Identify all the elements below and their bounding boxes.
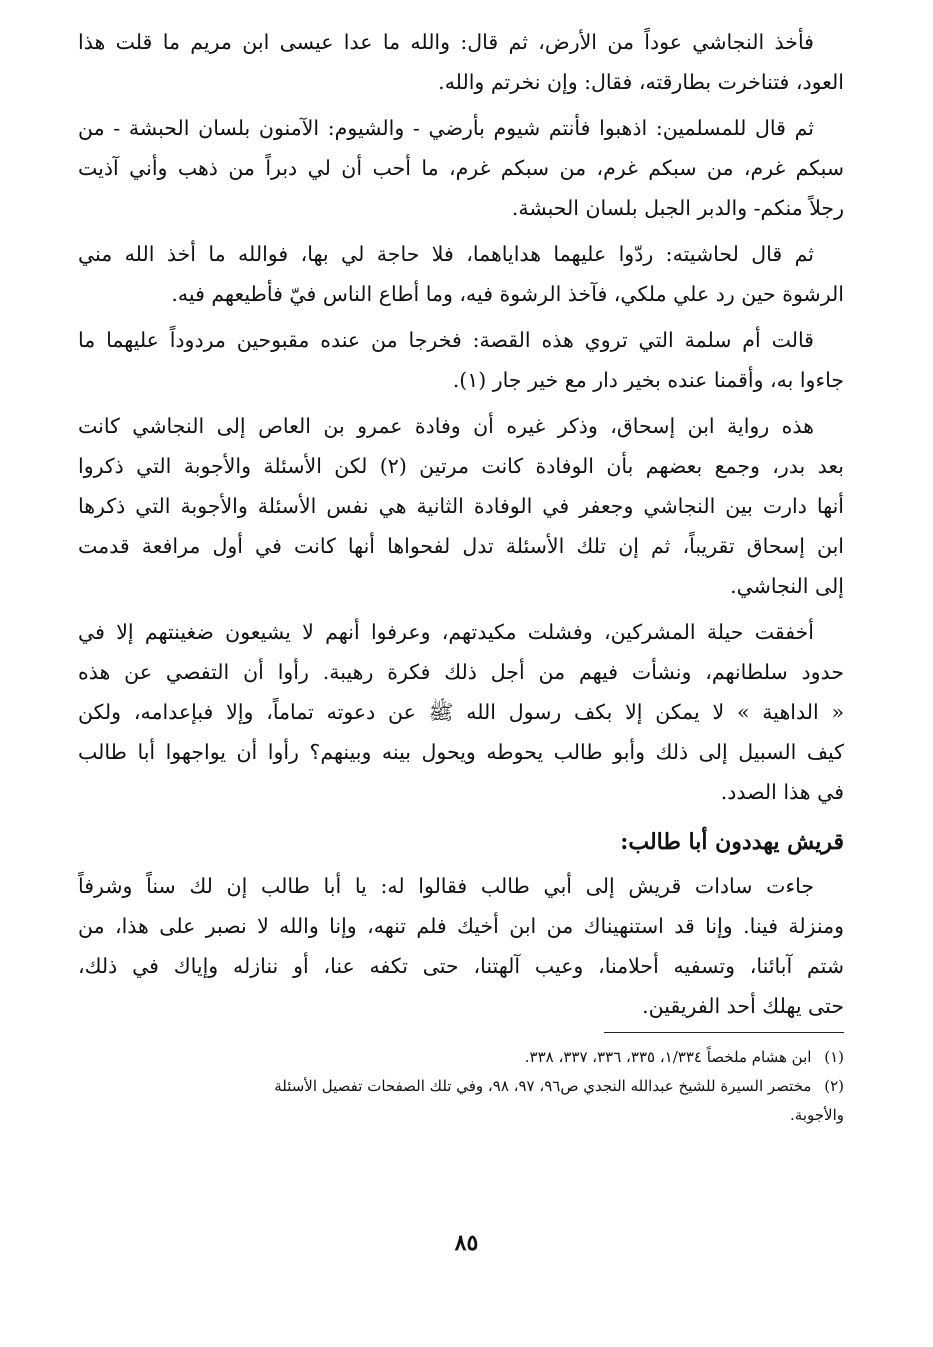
paragraph-7 xyxy=(78,866,844,1026)
text-line: قالت أم سلمة التي تروي هذه القصة: فخرجا من عنده مقبوحين مردوداً عليهما ما xyxy=(78,328,814,352)
text-line: ومنزلة فينا. وإنا قد استنهيناك من ابن أخيك فلم تنهه، وإنا والله لا نصبر على هذا، من xyxy=(78,914,844,938)
footnote-text: ابن هشام ملخصاً ١/٣٣٤، ٣٣٥، ٣٣٦، ٣٣٧، ٣٣٨. xyxy=(524,1048,812,1066)
text-line: شتم آبائنا، وتسفيه أحلامنا، وعيب آلهتنا، حتى تكفه عنا، أو ننازله وإياك في ذلك، xyxy=(78,954,844,978)
paragraph-4 xyxy=(78,320,844,400)
text-line: أخفقت حيلة المشركين، وفشلت مكيدتهم، وعرفوا أنهم لا يشيعون ضغينتهم إلا في xyxy=(78,620,814,644)
text-line: سبكم غرم، من سبكم غرم، من سبكم غرم، ما أحب أن لي دبراً من ذهب وأني آذيت xyxy=(78,156,844,180)
paragraph-5 xyxy=(78,406,844,606)
footnote-separator xyxy=(604,1032,844,1033)
text-line: جاءوا به، وأقمنا عنده بخير دار مع خير جار (١). xyxy=(452,368,844,392)
footnote-text: مختصر السيرة للشيخ عبدالله النجدي ص٩٦، ٩٧، ٩٨، وفي تلك الصفحات تفصيل الأسئلة xyxy=(274,1077,812,1095)
text-line: العود، فتناخرت بطارقته، فقال: وإن نخرتم والله. xyxy=(438,70,844,94)
section-heading: قريش يهددون أبا طالب: xyxy=(620,829,844,855)
paragraph-2 xyxy=(78,108,844,228)
page-body xyxy=(78,22,844,1130)
text-line: إلى النجاشي. xyxy=(730,574,844,598)
paragraph-1 xyxy=(78,22,844,102)
text-line: في هذا الصدد. xyxy=(720,780,844,804)
footnote-2 xyxy=(78,1072,844,1101)
text-line: فأخذ النجاشي عوداً من الأرض، ثم قال: والله ما عدا عيسى ابن مريم ما قلت هذا xyxy=(78,30,814,54)
text-line: رجلاً منكم- والدبر الجبل بلسان الحبشة. xyxy=(511,196,844,220)
footnotes xyxy=(78,1043,844,1130)
footnote-number: (٢) xyxy=(824,1077,844,1095)
text-line: حدود سلطانهم، ونشأت فيهم من أجل ذلك فكرة رهيبة. رأوا أن التفصي عن هذه xyxy=(78,660,844,684)
text-line: كيف السبيل إلى ذلك وأبو طالب يحوطه ويحول بينه وبينهم؟ رأوا أن يواجهوا أبا طالب xyxy=(78,740,844,764)
text-line: جاءت سادات قريش إلى أبي طالب فقالوا له: يا أبا طالب إن لك سناً وشرفاً xyxy=(78,874,814,898)
footnote-2-continuation: والأجوبة. xyxy=(790,1106,844,1124)
footnote-1 xyxy=(78,1043,844,1072)
paragraph-6 xyxy=(78,612,844,812)
text-line: بعد بدر، وجمع بعضهم بأن الوفادة كانت مرتين (٢) لكن الأسئلة والأجوبة التي ذكروا xyxy=(78,454,844,478)
text-line: أنها دارت بين النجاشي وجعفر في الوفادة الثانية هي نفس الأسئلة والأجوبة التي ذكرها xyxy=(78,494,844,518)
paragraph-3 xyxy=(78,234,844,314)
text-line: ثم قال لحاشيته: ردّوا عليهما هداياهما، فلا حاجة لي بها، فوالله ما أخذ الله مني xyxy=(78,242,814,266)
page-number: ٨٥ xyxy=(454,1230,479,1256)
text-line: الرشوة حين رد علي ملكي، فآخذ الرشوة فيه، وما أطاع الناس فيّ فأطيعهم فيه. xyxy=(171,282,844,306)
text-line: « الداهية » لا يمكن إلا بكف رسول الله ﷺ عن دعوته تماماً، وإلا فبإعدامه، ولكن xyxy=(78,700,844,724)
footnote-number: (١) xyxy=(824,1048,844,1066)
text-line: حتى يهلك أحد الفريقين. xyxy=(642,994,844,1018)
text-line: هذه رواية ابن إسحاق، وذكر غيره أن وفادة عمرو بن العاص إلى النجاشي كانت xyxy=(78,414,814,438)
text-line: ثم قال للمسلمين: اذهبوا فأنتم شيوم بأرضي - والشيوم: الآمنون بلسان الحبشة - من xyxy=(78,116,814,140)
text-line: ابن إسحاق تقريباً، ثم إن تلك الأسئلة تدل لفحواها أنها كانت في أول مرافعة قدمت xyxy=(78,534,844,558)
